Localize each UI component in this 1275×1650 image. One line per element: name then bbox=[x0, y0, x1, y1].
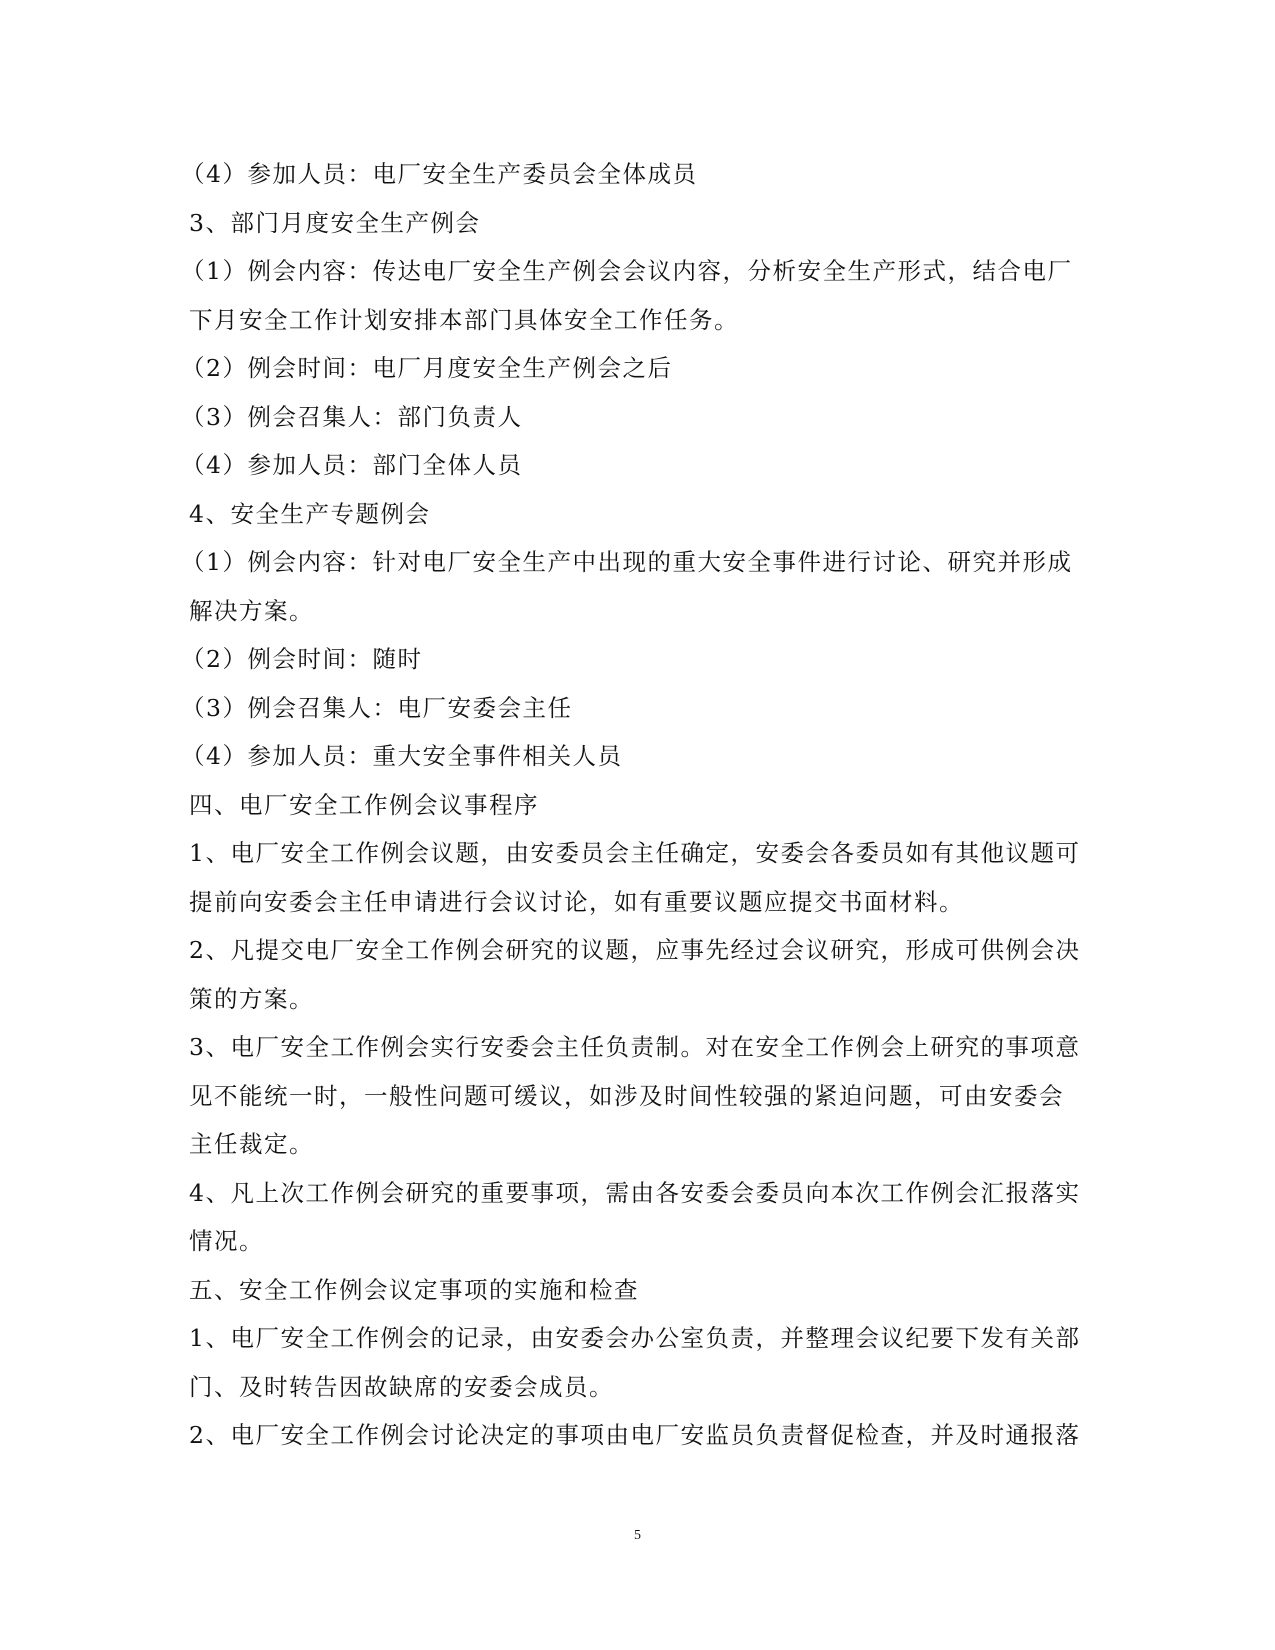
text-line: 下月安全工作计划安排本部门具体安全工作任务。 bbox=[189, 305, 739, 334]
section-heading: 四、电厂安全工作例会议事程序 bbox=[189, 790, 539, 819]
text-line: （1）例会内容：针对电厂安全生产中出现的重大安全事件进行讨论、研究并形成 bbox=[181, 548, 1073, 576]
text-line: 2、凡提交电厂安全工作例会研究的议题，应事先经过会议研究，形成可供例会决 bbox=[189, 936, 1081, 964]
text-line: 策的方案。 bbox=[189, 984, 314, 1013]
text-line: 1、电厂安全工作例会议题，由安委员会主任确定，安委会各委员如有其他议题可 bbox=[189, 839, 1081, 867]
text-line: 3、电厂安全工作例会实行安委会主任负责制。对在安全工作例会上研究的事项意 bbox=[189, 1033, 1081, 1061]
text-line: （4）参加人员：重大安全事件相关人员 bbox=[181, 742, 623, 770]
text-line: 门、及时转告因故缺席的安委会成员。 bbox=[189, 1372, 614, 1401]
document-body bbox=[181, 150, 1089, 1460]
text-line: （1）例会内容：传达电厂安全生产例会会议内容，分析安全生产形式，结合电厂 bbox=[181, 257, 1073, 285]
text-line: 解决方案。 bbox=[189, 596, 314, 625]
text-line: 情况。 bbox=[189, 1227, 264, 1255]
text-line: （2）例会时间：电厂月度安全生产例会之后 bbox=[181, 354, 673, 382]
page-number: 5 bbox=[634, 1528, 641, 1543]
section-heading: 五、安全工作例会议定事项的实施和检查 bbox=[189, 1275, 639, 1304]
text-line: 2、电厂安全工作例会讨论决定的事项由电厂安监员负责督促检查，并及时通报落 bbox=[189, 1421, 1081, 1449]
text-line: 1、电厂安全工作例会的记录，由安委会办公室负责，并整理会议纪要下发有关部 bbox=[189, 1324, 1081, 1352]
text-line: 提前向安委会主任申请进行会议讨论，如有重要议题应提交书面材料。 bbox=[189, 887, 964, 916]
text-line: （3）例会召集人：部门负责人 bbox=[181, 402, 523, 431]
text-line: 3、部门月度安全生产例会 bbox=[189, 208, 481, 237]
text-line: （3）例会召集人：电厂安委会主任 bbox=[181, 693, 573, 722]
text-line: 见不能统一时，一般性问题可缓议，如涉及时间性较强的紧迫问题，可由安委会 bbox=[189, 1081, 1064, 1110]
text-line: 4、凡上次工作例会研究的重要事项，需由各安委会委员向本次工作例会汇报落实 bbox=[189, 1178, 1081, 1207]
text-line: 4、安全生产专题例会 bbox=[189, 499, 431, 528]
text-line: （4）参加人员：电厂安全生产委员会全体成员 bbox=[181, 160, 698, 188]
text-line: 主任裁定。 bbox=[189, 1130, 314, 1158]
text-line: （2）例会时间：随时 bbox=[181, 645, 423, 673]
text-line: （4）参加人员：部门全体人员 bbox=[181, 451, 523, 479]
